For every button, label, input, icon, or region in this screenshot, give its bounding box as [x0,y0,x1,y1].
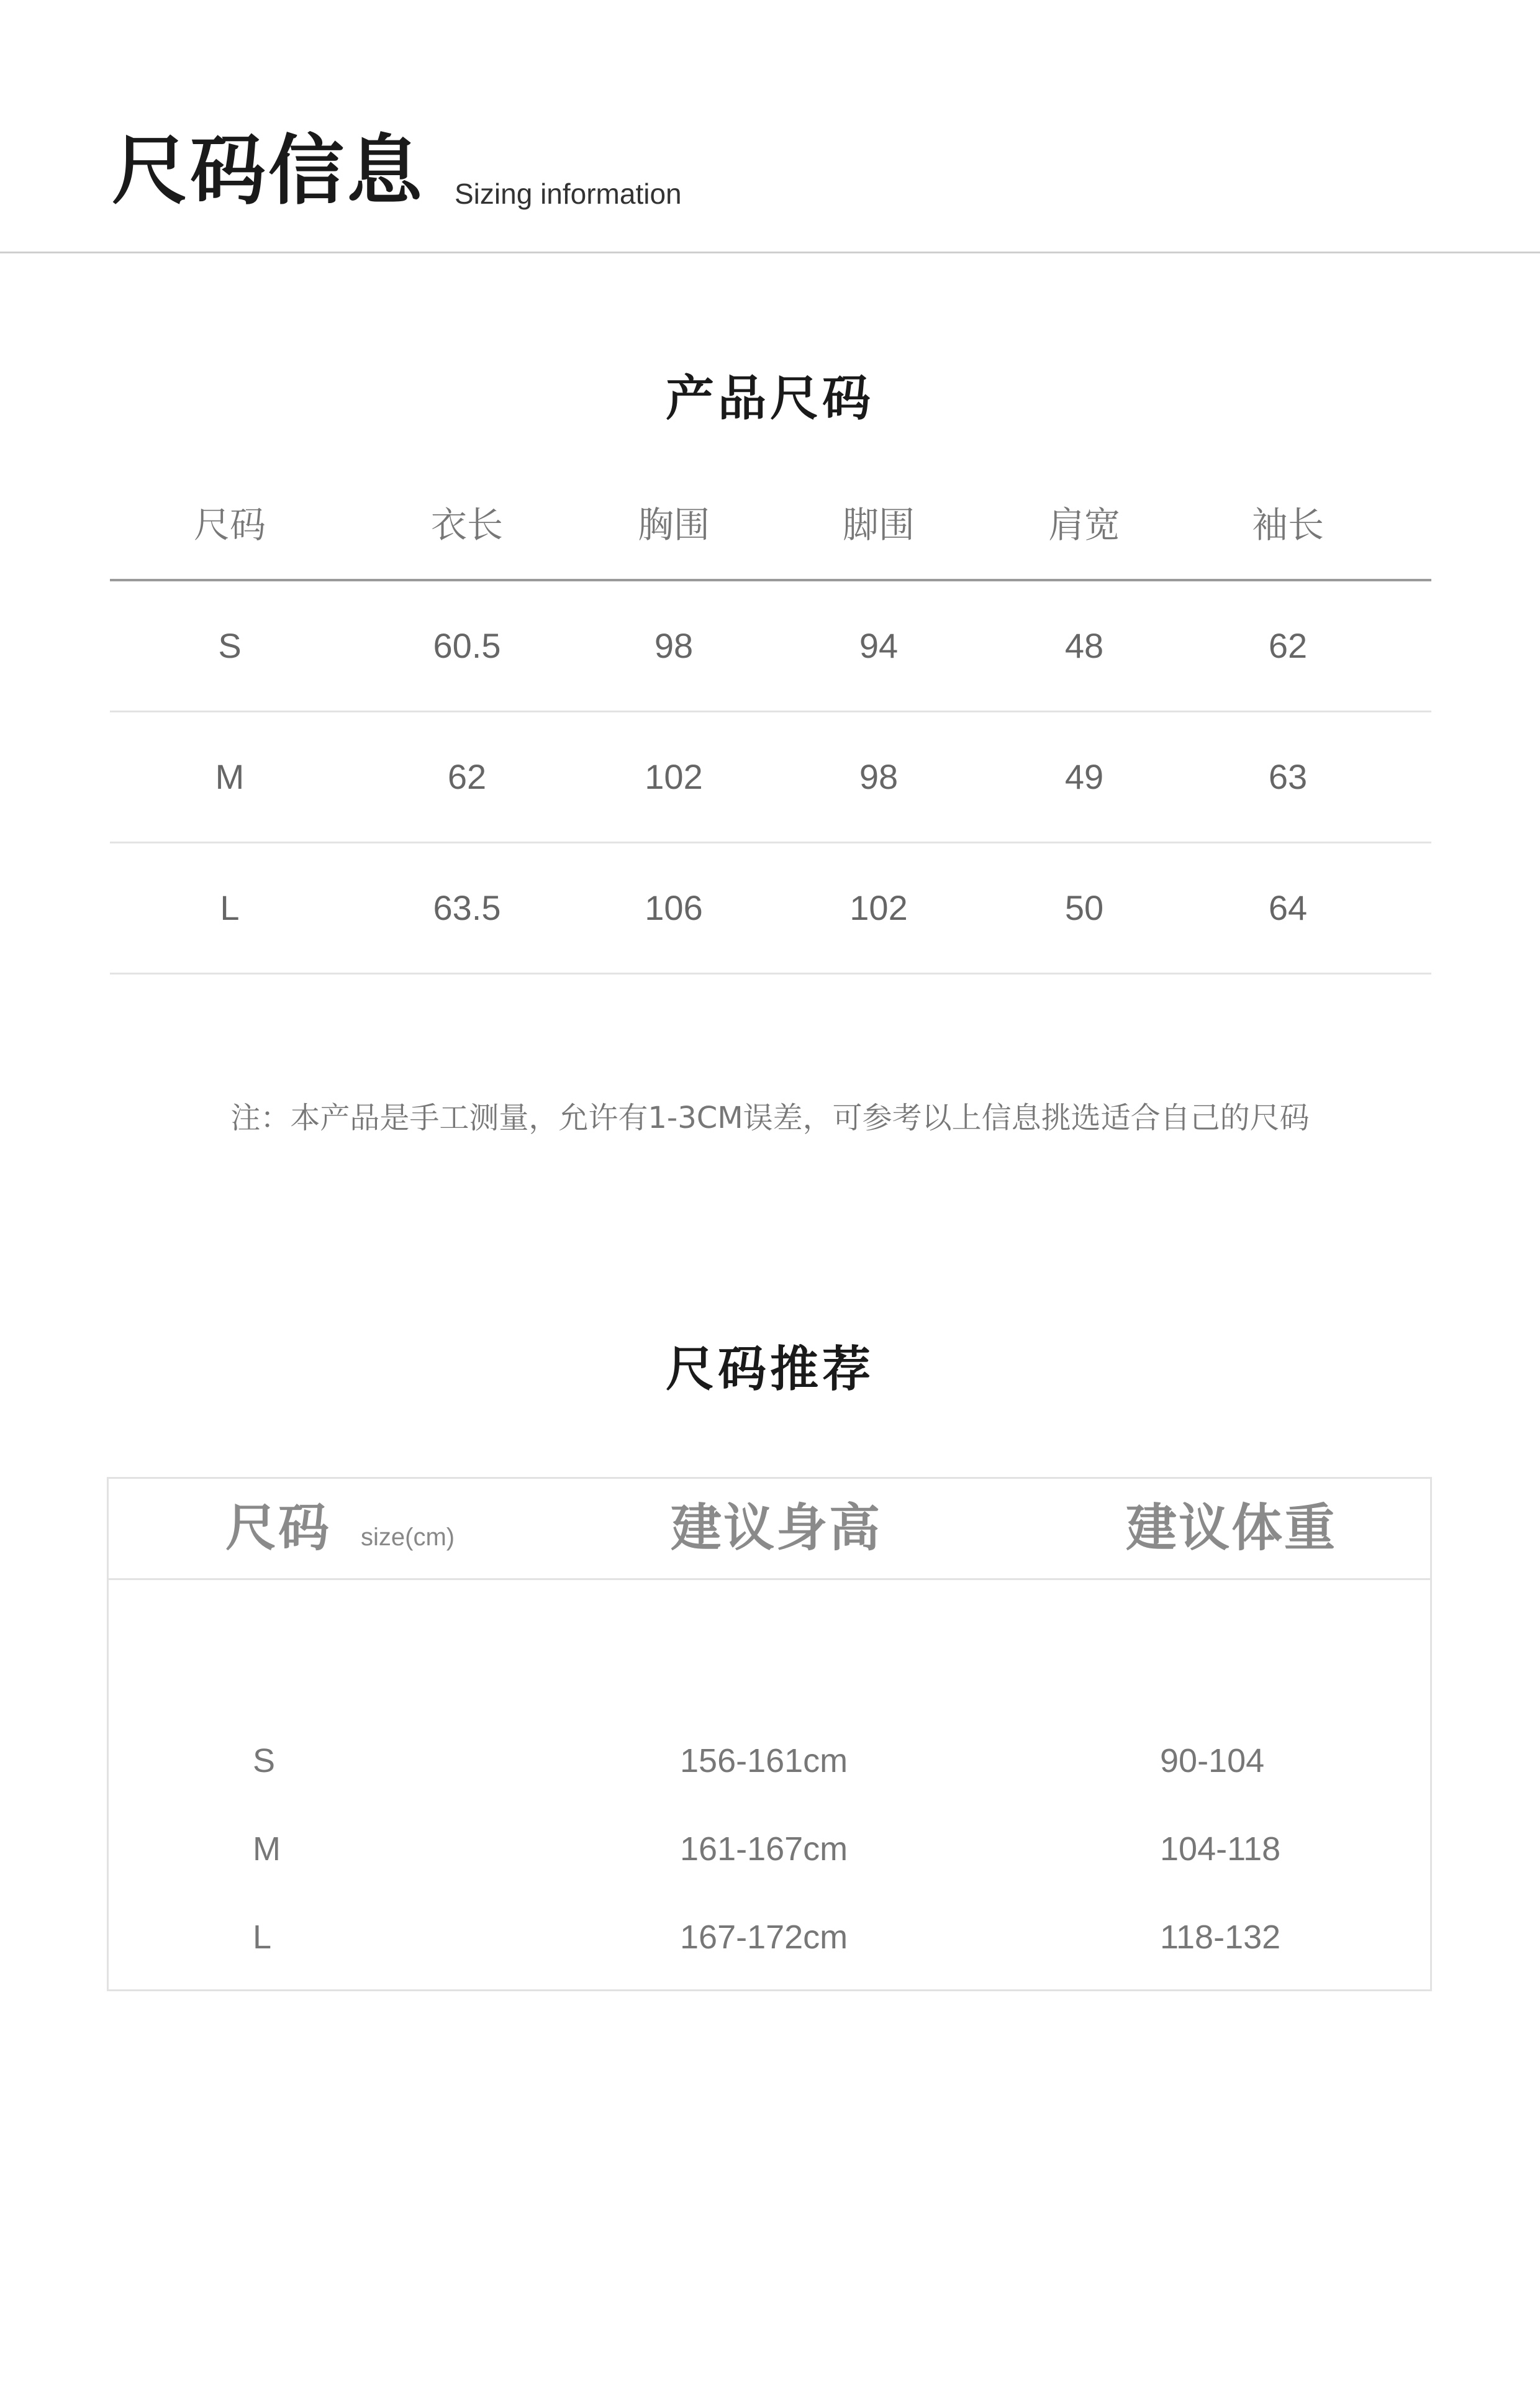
column-header-hem: 脚围 [842,504,915,546]
table-header-row [110,484,1431,581]
column-header-height: 建议身高 [671,1499,882,1558]
table-row [109,1893,1430,1981]
table-cell: 102 [849,888,908,927]
table-cell: 98 [654,626,694,665]
column-header-size [225,1479,455,1587]
table-cell: 106 [645,888,703,927]
size-label: 尺码 [225,1499,332,1558]
column-header-length: 衣长 [430,504,503,546]
table-cell: 104-118 [1160,1830,1281,1868]
table-row [110,712,1431,843]
table-cell: 90-104 [1160,1742,1265,1779]
table-cell: M [253,1830,281,1868]
table-cell: 62 [447,757,487,796]
column-header-size: 尺码 [193,504,266,546]
table-cell: 49 [1064,757,1104,796]
table-cell: 62 [1268,626,1308,665]
table-cell: 118-132 [1160,1919,1281,1956]
column-header-weight: 建议体重 [1126,1499,1338,1558]
table-cell: 60.5 [433,626,501,665]
table-cell: 64 [1268,888,1308,927]
column-header-chest: 胸围 [637,504,710,546]
size-recommendation-table [107,1477,1432,1991]
table-cell: S [218,626,242,665]
table-cell: 50 [1064,888,1104,927]
product-size-title: 产品尺码 [665,371,874,427]
measurement-note: 注：本产品是手工测量，允许有1-3CM误差，可参考以上信息挑选适合自己的尺码 [230,1101,1310,1135]
column-header-sleeve: 袖长 [1251,504,1324,546]
table-cell: M [215,757,245,796]
size-recommendation-title: 尺码推荐 [665,1342,874,1397]
table-cell: 156-161cm [680,1742,848,1779]
table-row [109,1717,1430,1805]
table-cell: L [220,888,240,927]
table-cell: 167-172cm [680,1919,848,1956]
table-cell: S [253,1742,276,1779]
table-cell: 98 [859,757,899,796]
table-cell: L [253,1919,272,1956]
column-header-shoulder: 肩宽 [1048,504,1120,546]
table-cell: 161-167cm [680,1830,848,1868]
table-row [110,843,1431,974]
table-cell: 63 [1268,757,1308,796]
page-subtitle: Sizing information [455,178,682,210]
table-cell: 94 [859,626,899,665]
table-row [110,581,1431,712]
page-title: 尺码信息 [112,127,425,215]
product-size-table [110,484,1431,974]
table-cell: 102 [645,757,703,796]
table-cell: 48 [1064,626,1104,665]
table-row [109,1805,1430,1893]
page-header [0,0,1540,253]
table-cell: 63.5 [433,888,501,927]
size-unit-label: size(cm) [361,1524,455,1551]
table-header-row [109,1479,1430,1580]
